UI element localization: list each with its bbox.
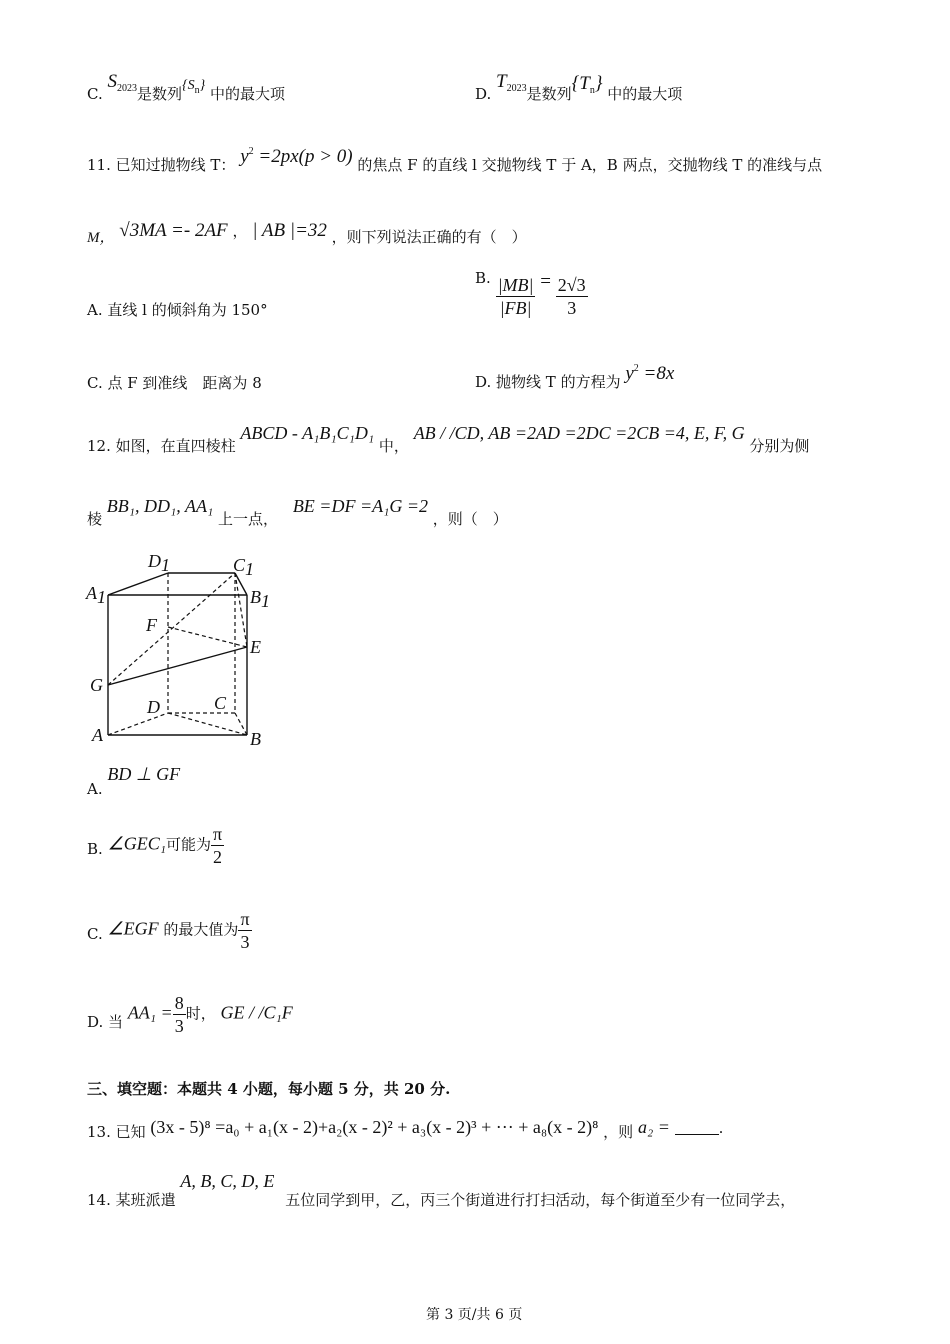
label-f: F (146, 615, 157, 635)
label-a: A (92, 725, 103, 745)
q14-stem: 14. 某班派遣 A, B, C, D, E 五位同学到甲，乙，丙三个街道进行打扫活动，每个街道至少有一位同学去， (87, 1171, 796, 1209)
math-edges: BB₁, DD₁, AA₁ (106, 496, 214, 516)
label-c1: C1 (233, 555, 255, 579)
math-s2023: $S_{2023}$ (107, 71, 137, 94)
answer-blank[interactable] (675, 1120, 719, 1135)
math-set-sn: $\{S_n\}$ (182, 78, 206, 96)
q12-option-c: C. ∠EGF 的最大值为 $\frac{\pi}{3}$ (87, 909, 250, 952)
math-t2023: $T_{2023}$ (496, 71, 527, 94)
prism-figure (80, 545, 290, 755)
q12-stem-line2: 棱 BB₁, DD₁, AA₁ 上一点， BE =DF =A₁G =2 ，则（ ） (87, 496, 508, 528)
math-binomial-expansion: (3x - 5)⁸ =a₀ + a₁(x - 2)+a₂(x - 2)² + a₃(x - 2)³ + ··· + a₈(x - 2)⁸ (150, 1117, 599, 1137)
label-e: E (250, 637, 261, 657)
label-b: B (250, 729, 261, 749)
q12-option-a: A. BD ⊥ GF (87, 764, 181, 798)
label-c: C (214, 693, 227, 713)
q13-stem: 13. 已知 (3x - 5)⁸ =a₀ + a₁(x - 2)+a₂(x - 2)² + a₃(x - 2)³ + ··· + a₈(x - 2)⁸ ，则 a₂ = . (87, 1117, 724, 1141)
label-d1: D1 (148, 551, 170, 575)
q11-option-c: C. 点 F 到准线 距离为 8 (87, 374, 262, 392)
math-vector-relation: √3MA =- 2AF (119, 220, 228, 241)
fraction-8-3: $\frac{8}{3}$ (174, 993, 184, 1036)
section-3-title: 三、填空题：本题共 4 小题，每小题 5 分，共 20 分. (87, 1080, 451, 1098)
math-parabola: $y^2 =2px(p > 0)$ (240, 146, 353, 167)
q11-option-b: B. $\frac{|MB|}{|FB|}$ = $\frac{2√3}{3}$ (475, 268, 586, 318)
label-g: G (90, 675, 103, 695)
q11-stem-line2: M， √3MA =- 2AF ， | AB |=32 ，则下列说法正确的有（ ） (87, 220, 527, 246)
q12-stem-line1: 12. 如图，在直四棱柱 ABCD - A₁B₁C₁D₁ 中， AB / /CD, AB =2AD =2DC =2CB =4, E, F, G 分别为侧 (87, 423, 810, 455)
q10-option-c: C. $S_{2023}$是数列$\{S_n\}$ 中的最大项 (87, 71, 286, 103)
fraction-2sqrt3-3: $\frac{2√3}{3}$ (557, 275, 586, 318)
math-names: A, B, C, D, E (180, 1171, 275, 1191)
q11-stem-line1: 11. 已知过抛物线 T： $y^2 =2px(p > 0)$ 的焦点 F 的直线 l 交抛物线 T 于 A，B 两点，交抛物线 T 的准线与点 (87, 146, 823, 174)
math-prism: ABCD - A₁B₁C₁D₁ (240, 423, 375, 443)
fraction-pi-3: $\frac{\pi}{3}$ (240, 909, 250, 952)
q11-option-d: D. 抛物线 T 的方程为 $y^2 =8x$ (475, 363, 675, 391)
label-a1: A1 (86, 583, 106, 607)
math-ab-length: | AB |=32 (252, 220, 327, 241)
math-set-tn: $\{T_n\}$ (571, 73, 603, 96)
fraction-pi-2: $\frac{\pi}{2}$ (213, 824, 223, 867)
math-parabola-answer: $y^2 =8x$ (625, 363, 675, 384)
q11-option-a: A. 直线 l 的倾斜角为 150° (87, 301, 268, 319)
q10-option-d: D. $T_{2023}$是数列$\{T_n\}$ 中的最大项 (475, 71, 683, 103)
math-equalities: BE =DF =A₁G =2 (292, 496, 428, 516)
page-footer: 第 3 页/共 6 页 (426, 1307, 523, 1323)
label-b1: B1 (250, 587, 270, 611)
q12-option-d: D. 当 AA₁ = $\frac{8}{3}$ 时， GE / /C₁F (87, 993, 293, 1036)
math-conditions: AB / /CD, AB =2AD =2DC =2CB =4, E, F, G (413, 423, 745, 443)
fraction-mb-fb: $\frac{|MB|}{|FB|}$ (497, 275, 534, 318)
q12-option-b: B. ∠GEC₁可能为 $\frac{\pi}{2}$ (87, 824, 223, 867)
label-d: D (147, 697, 160, 717)
